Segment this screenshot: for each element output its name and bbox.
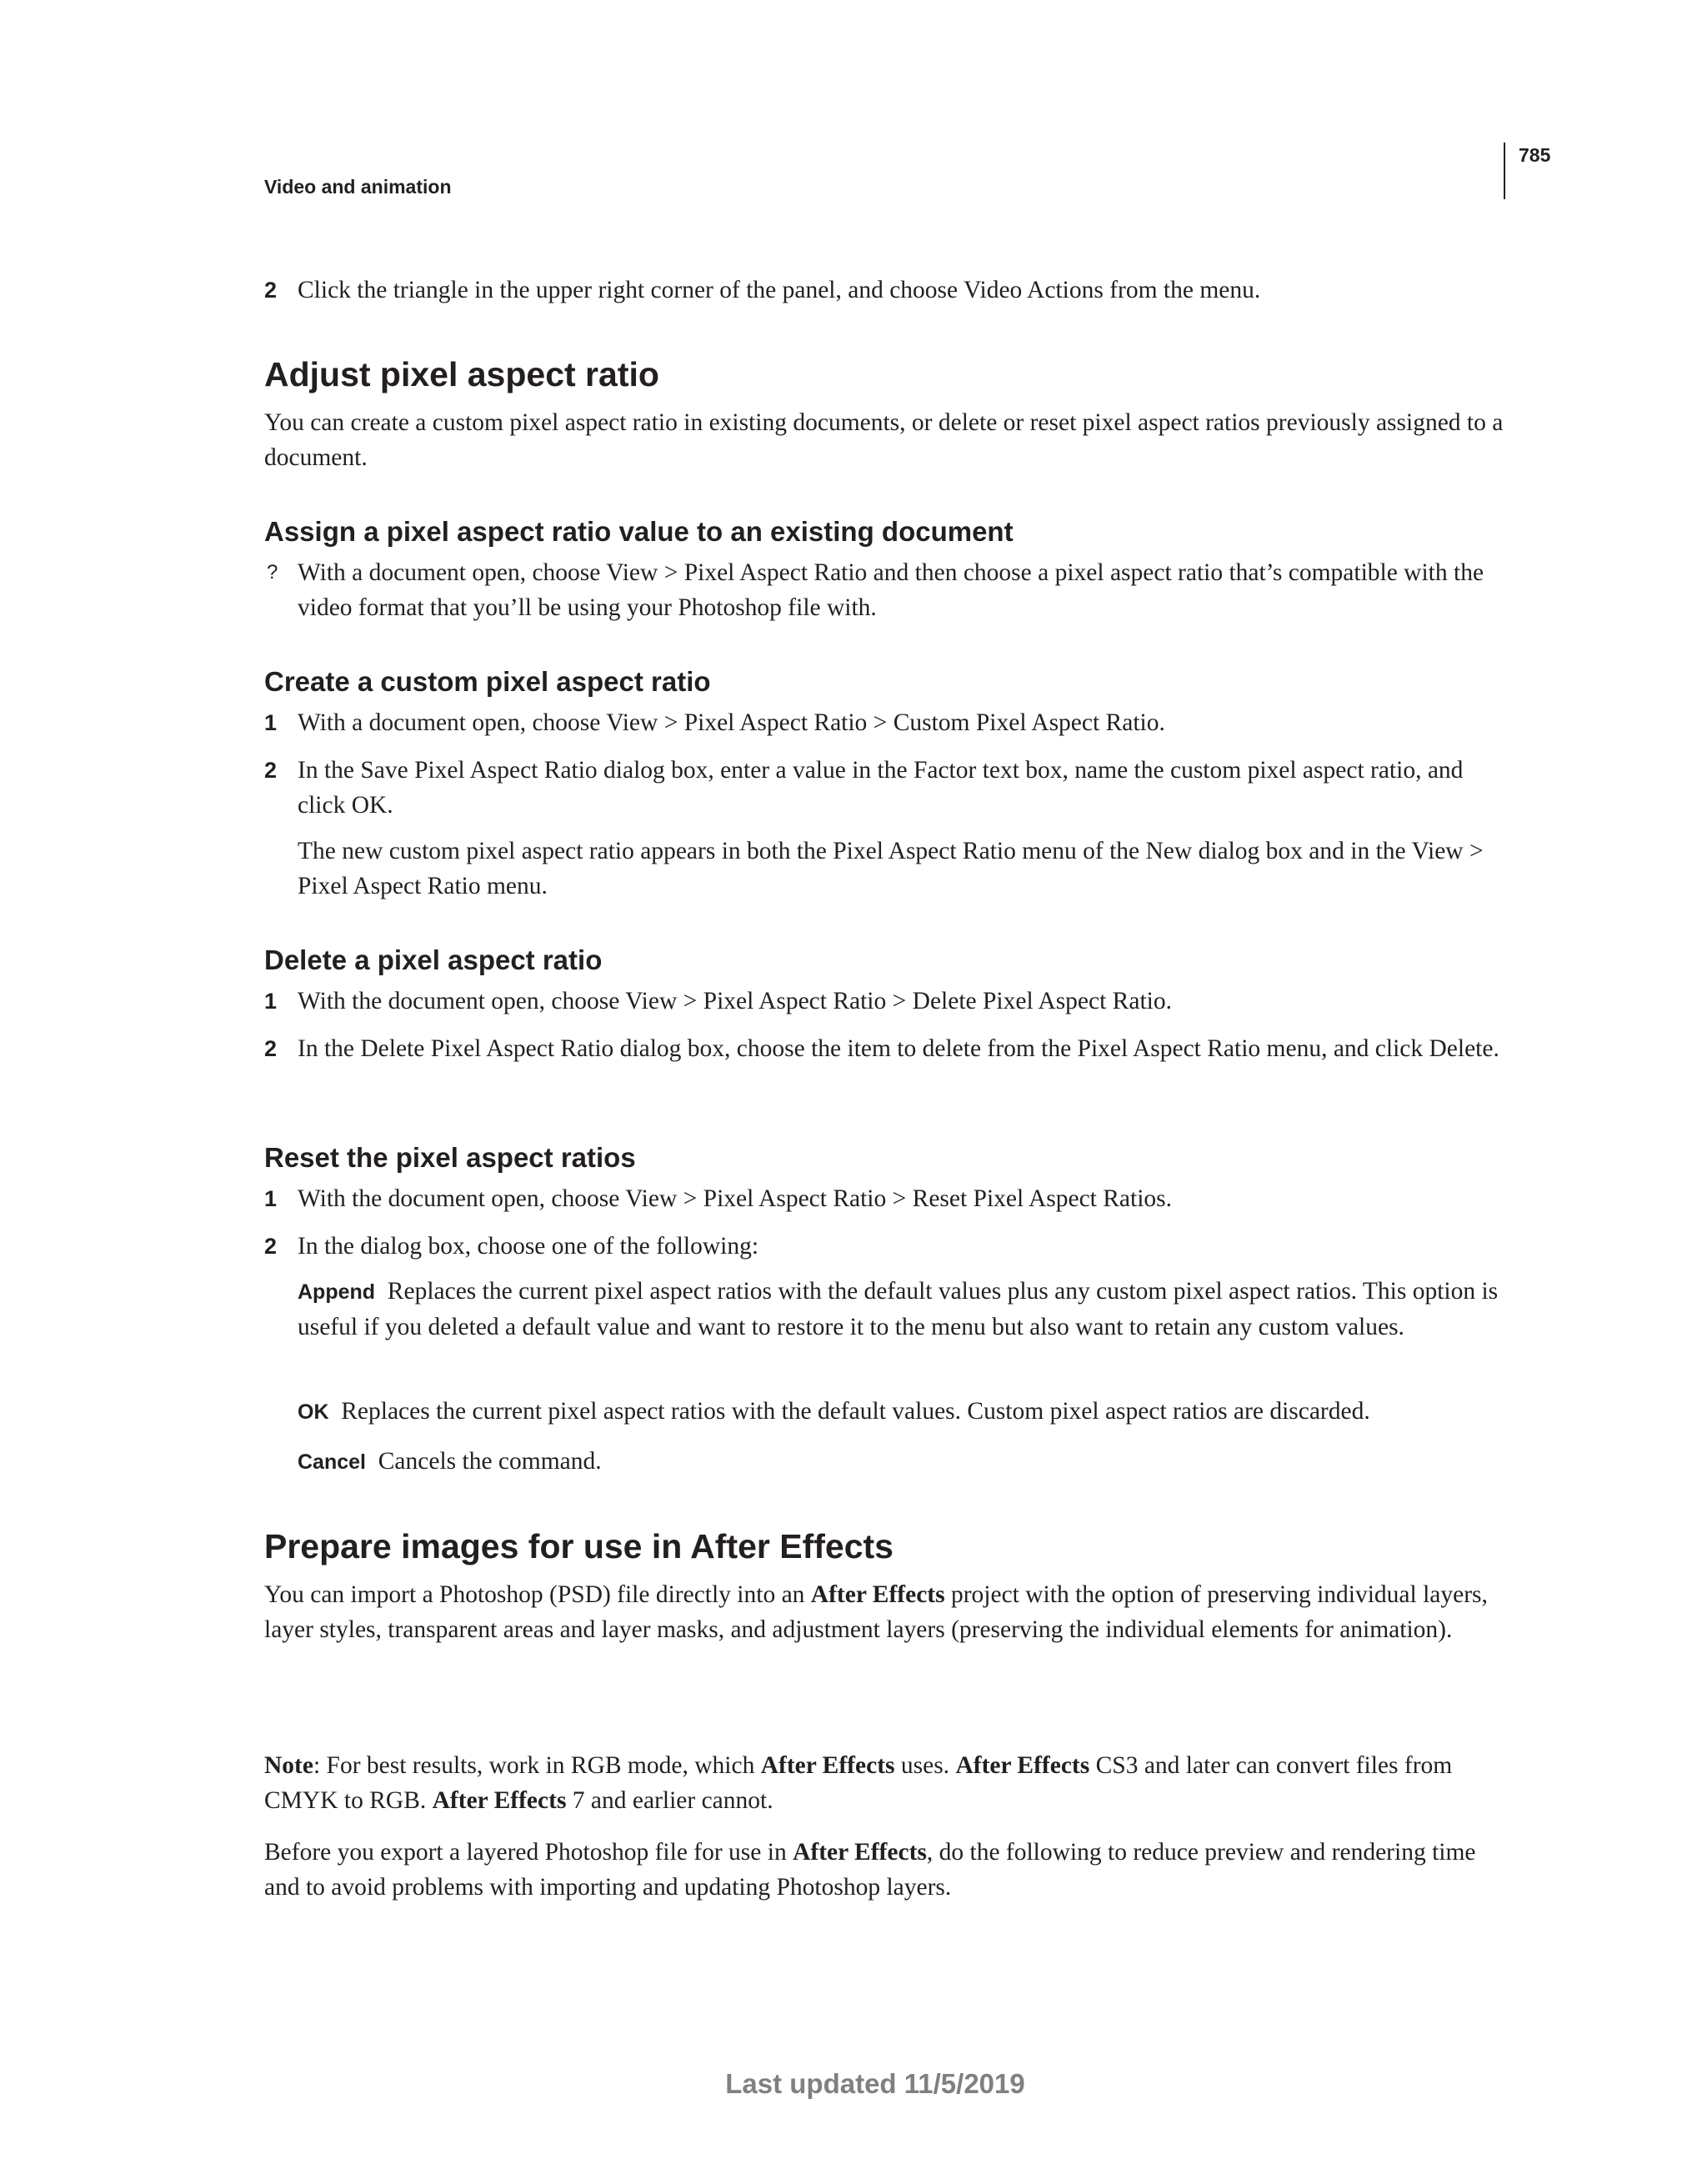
assign-step	[264, 555, 1506, 625]
prepare-before	[264, 1835, 1506, 1905]
delete-step-1	[264, 984, 1506, 1019]
subsection-assign	[264, 514, 1506, 549]
subsection-heading: Reset the pixel aspect ratios	[264, 1142, 636, 1173]
text-run: CS3 and later can convert files from CMYK to RGB.	[264, 1752, 1453, 1814]
step-text: In the Save Pixel Aspect Ratio dialog box, enter a value in the Factor text box, name the custom pixel aspect ratio, and click OK.	[298, 757, 1464, 819]
paragraph	[264, 1577, 1506, 1647]
page-number: 785	[1519, 144, 1551, 166]
subsection-reset	[264, 1140, 1506, 1175]
reset-option-ok	[298, 1394, 1506, 1430]
create-step-2	[264, 753, 1506, 823]
bold-text-run: After Effects	[793, 1839, 927, 1866]
step-text: In the dialog box, choose one of the following:	[298, 1233, 759, 1260]
step-number: 2	[264, 758, 278, 783]
adjust-body	[264, 405, 1506, 475]
reset-option-append	[298, 1274, 1506, 1345]
step-number: 2	[264, 1036, 278, 1061]
create-note	[298, 834, 1506, 904]
subsection-heading: Assign a pixel aspect ratio value to an existing document	[264, 516, 1014, 547]
text-run: project with the option of preserving individual layers, layer styles, transparent areas and layer masks, and adjustment layers (preserving the individual elements for animation).	[264, 1581, 1488, 1643]
subsection-create	[264, 664, 1506, 699]
section-heading: Prepare images for use in After Effects	[264, 1527, 894, 1565]
subsection-heading: Create a custom pixel aspect ratio	[264, 666, 711, 697]
section-prepare	[264, 1525, 1506, 1567]
option-term: Cancel	[298, 1450, 366, 1474]
paragraph	[264, 1748, 1506, 1818]
step-number: 1	[264, 1186, 278, 1211]
step-number: 2	[264, 1234, 278, 1259]
text-run: You can import a Photoshop (PSD) file directly into an	[264, 1581, 811, 1608]
step-number: 1	[264, 989, 278, 1014]
running-header: Video and animation	[264, 176, 452, 198]
step-text: Click the triangle in the upper right corner of the panel, and choose Video Actions from the menu.	[298, 277, 1261, 303]
paragraph: The new custom pixel aspect ratio appears in both the Pixel Aspect Ratio menu of the New dialog box and in the View > Pixel Aspect Ratio menu.	[298, 838, 1484, 899]
step-text: With the document open, choose View > Pixel Aspect Ratio > Delete Pixel Aspect Ratio.	[298, 988, 1172, 1014]
footer-last-updated: Last updated 11/5/2019	[725, 2068, 1025, 2099]
text-run: uses.	[894, 1752, 956, 1779]
step-text: With a document open, choose View > Pixel Aspect Ratio > Custom Pixel Aspect Ratio.	[298, 709, 1165, 736]
reset-option-cancel	[298, 1444, 1506, 1480]
subsection-heading: Delete a pixel aspect ratio	[264, 944, 603, 975]
option-term: Append	[298, 1280, 376, 1304]
bold-text-run: After Effects	[432, 1787, 567, 1814]
text-run: : For best results, work in RGB mode, which	[313, 1752, 761, 1779]
bold-text-run: After Effects	[760, 1752, 895, 1779]
step-text: With a document open, choose View > Pixel Aspect Ratio and then choose a pixel aspect ratio that’s compatible with the video format that you’ll be using your Photoshop file with.	[298, 559, 1484, 621]
option-paragraph	[298, 1274, 1506, 1345]
bullet-marker: ?	[267, 561, 278, 584]
prepare-note	[264, 1748, 1506, 1818]
create-step-1	[264, 705, 1506, 740]
section-heading: Adjust pixel aspect ratio	[264, 355, 659, 393]
bold-text-run: After Effects	[955, 1752, 1090, 1779]
step-text: In the Delete Pixel Aspect Ratio dialog box, choose the item to delete from the Pixel Aspect Ratio menu, and click Delete.	[298, 1035, 1499, 1062]
note-label: Note	[264, 1752, 313, 1779]
reset-step-2	[264, 1229, 1506, 1264]
option-description: Cancels the command.	[378, 1448, 602, 1475]
bold-text-run: After Effects	[810, 1581, 945, 1608]
paragraph: You can create a custom pixel aspect ratio in existing documents, or delete or reset pixel aspect ratios previously assigned to a document.	[264, 409, 1504, 471]
reset-step-1	[264, 1181, 1506, 1216]
intro-step	[264, 273, 1506, 308]
section-adjust	[264, 353, 1506, 395]
header-divider	[1504, 143, 1505, 199]
text-run: Before you export a layered Photoshop file for use in	[264, 1839, 793, 1866]
subsection-delete	[264, 943, 1506, 978]
prepare-body	[264, 1577, 1506, 1647]
step-text: With the document open, choose View > Pixel Aspect Ratio > Reset Pixel Aspect Ratios.	[298, 1185, 1173, 1212]
option-paragraph	[298, 1394, 1506, 1430]
paragraph	[264, 1835, 1506, 1905]
step-number: 1	[264, 710, 278, 735]
delete-step-2	[264, 1031, 1506, 1066]
text-run: , do the following to reduce preview and rendering time and to avoid problems with importing and updating Photoshop layers.	[264, 1839, 1476, 1901]
text-run: 7 and earlier cannot.	[566, 1787, 773, 1814]
option-description: Replaces the current pixel aspect ratios with the default values. Custom pixel aspect ratios are discarded.	[341, 1398, 1370, 1425]
option-term: OK	[298, 1400, 329, 1424]
option-description: Replaces the current pixel aspect ratios with the default values plus any custom pixel aspect ratios. This option is useful if you deleted a default value and want to restore it to the menu but also want to retain any custom values.	[298, 1278, 1499, 1340]
option-paragraph	[298, 1444, 1506, 1480]
step-number: 2	[264, 278, 278, 303]
